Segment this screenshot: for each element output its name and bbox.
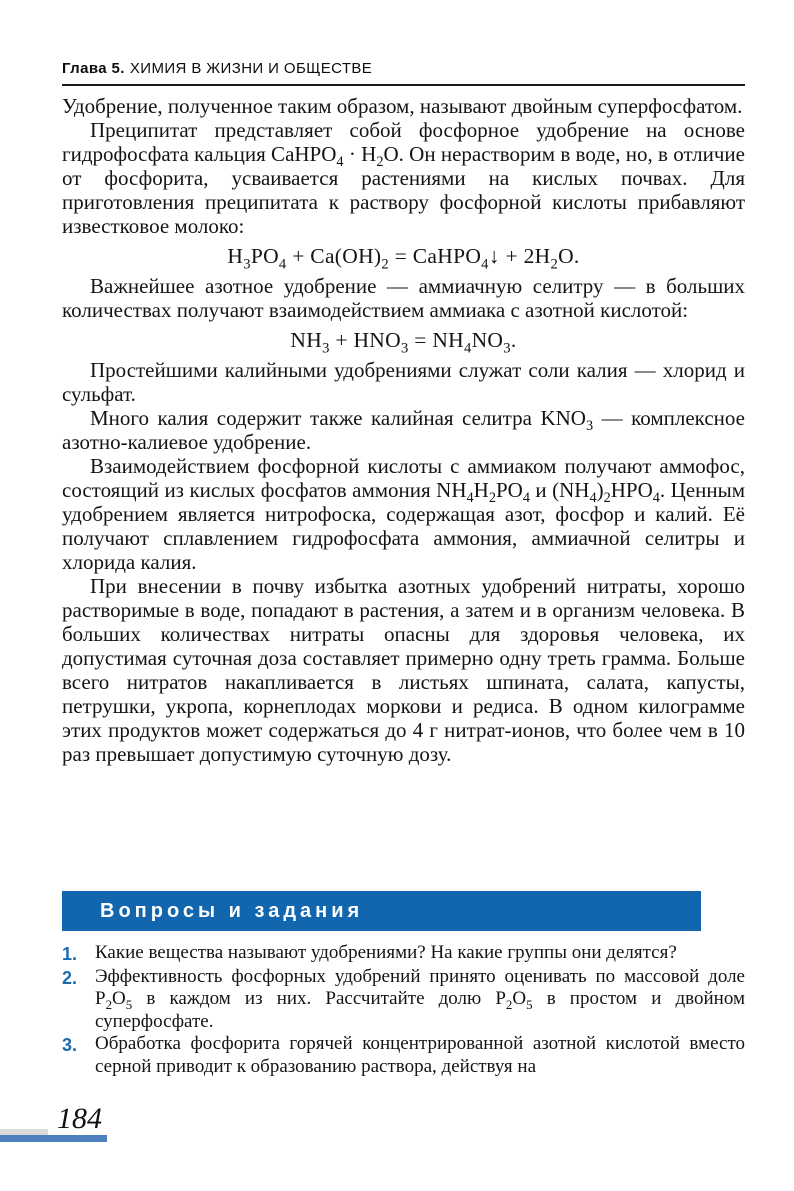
body-text [62, 94, 745, 888]
page-number: 184 [57, 1102, 102, 1135]
question-number: 2. [62, 967, 78, 988]
questions-banner [62, 891, 701, 931]
paragraph: Важнейшее азотное удобрение — аммиачную селитру — в больших количествах получают взаимодействием аммиака с азотной кислотой: [62, 274, 745, 322]
question-number: 1. [62, 944, 78, 964]
footer-blue-bar [0, 1135, 107, 1142]
question-item [62, 966, 745, 1034]
question-text: Обработка фосфорита горячей концентрированной азотной кислотой вместо серной приводит к образованию раствора, действуя на [95, 1033, 745, 1077]
chapter-title: ХИМИЯ В ЖИЗНИ И ОБЩЕСТВЕ [129, 60, 373, 77]
chemical-equation: $H_3PO_4 + Ca(OH)_2$ = CaHPO$_4$↓ + $2H_2O$. [227, 244, 580, 273]
question-text: Какие вещества называют удобрениями? На какие группы они делятся? [95, 942, 677, 963]
paragraph: Удобрение, полученное таким образом, называют двойным суперфосфатом. [62, 94, 743, 118]
paragraph: Преципитат представляет собой фосфорное удобрение на основе гидрофосфата кальция CaHPO$_4$ · $H_2O$. Он нерастворим в воде, но, в отличие от фосфорита, усваивается растениями на кислых почвах. Для приготовления преципитата к раствору фосфорной кислоты прибавляют известковое молоко: [62, 118, 745, 238]
chemical-equation: $NH_3 + HNO_3 = NH_4NO_3$. [290, 328, 517, 357]
chapter-label: Глава 5. [62, 60, 125, 77]
paragraph: Простейшими калийными удобрениями служат соли калия — хлорид и сульфат. [62, 358, 745, 406]
question-item [62, 942, 745, 966]
paragraph: Взаимодействием фосфорной кислоты с аммиаком получают аммофос, состоящий из кислых фосфатов аммония $NH_4H_2PO_4$ и $(NH_4)_2HPO_4$. Ценным удобрением является нитрофоска, содержащая азот, фосфор и калий. Её получают сплавлением гидрофосфата аммония, аммиачной селитры и хлорида калия. [62, 454, 745, 574]
questions-list [62, 942, 745, 1078]
question-text: Эффективность фосфорных удобрений принято оценивать по массовой доле $P_2O_5$ в каждом из них. Рассчитайте долю $P_2O_5$ в простом и двойном суперфосфате. [95, 965, 746, 1032]
question-item [62, 1033, 745, 1078]
questions-banner-title: Вопросы и задания [100, 900, 364, 922]
chapter-header [62, 60, 745, 86]
paragraph: При внесении в почву избытка азотных удобрений нитраты, хорошо растворимые в воде, попадают в растения, а затем и в организм человека. В больших количествах нитраты опасны для здоровья человека, их допустимая суточная доза составляет примерно одну треть грамма. Больше всего нитратов накапливается в листьях шпината, салата, капусты, петрушки, укропа, корнеплодах моркови и редиса. В одном килограмме этих продуктов может содержаться до 4 г нитрат-ионов, что более чем в 10 раз превышает допустимую суточную дозу. [62, 574, 745, 766]
question-number: 3. [62, 1035, 78, 1055]
paragraph: Много калия содержит также калийная селитра $KNO_3$ — комплексное азотно-калиевое удобрение. [62, 406, 745, 454]
questions-section [62, 891, 745, 1078]
